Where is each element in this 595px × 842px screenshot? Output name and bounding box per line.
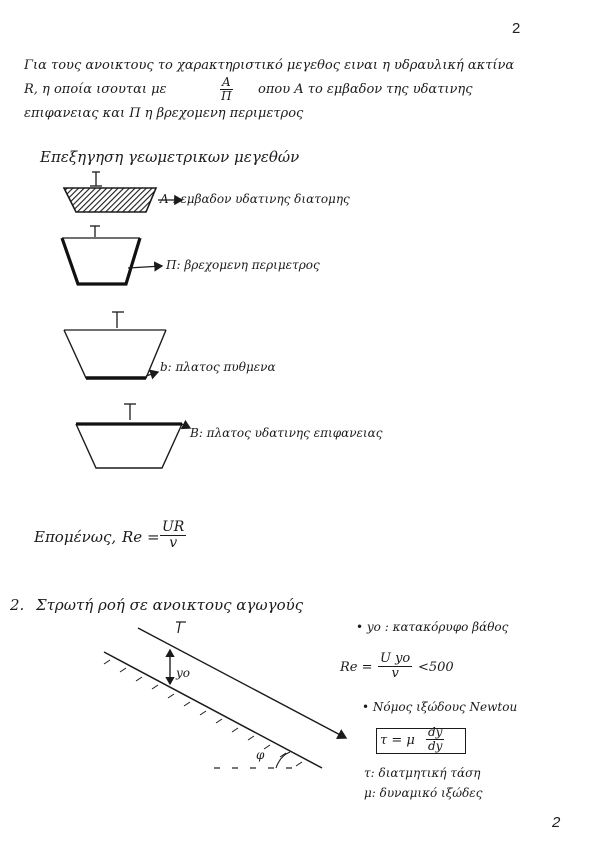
re-open-lhs: Re =	[340, 660, 373, 675]
label-bottom-width: b: πλατος πυθμενα	[160, 360, 276, 374]
intro-line-1: Για τους ανοικτους το χαρaκτηριστικό μεγεθος ειναι η υδραυλική ακτίνα	[24, 58, 515, 73]
intro-fraction-den: Π	[221, 89, 232, 103]
figure-angle-label: φ	[256, 748, 265, 762]
intro-line-3: επιφανειας και Π η βρεχομενη περιμετρος	[24, 106, 304, 121]
tau-definition: τ: διατμητική τάση	[364, 766, 481, 780]
open-channel-flow-sketch	[104, 622, 346, 768]
trapezoid-perimeter-sketch	[62, 226, 162, 284]
tau-num: dy	[428, 725, 443, 739]
page-number-top: 2	[512, 20, 521, 37]
trapezoid-surface-sketch	[76, 404, 190, 468]
bullet-depth: • yo : κατακόρυφο βάθος	[356, 620, 509, 634]
trapezoid-area-sketch	[64, 172, 182, 212]
re-open-den: v	[391, 666, 399, 681]
label-surface-width: B: πλατος υδατινης επιφανειας	[190, 426, 383, 440]
intro-line-2b: οπου Α το εμβαδον της υδατινης	[258, 82, 473, 97]
label-area: A : εμβαδον υδατινης διατομης	[160, 192, 350, 206]
page-number-bottom: 2	[552, 814, 561, 831]
reynolds-lhs: Re =	[122, 528, 160, 546]
intro-fraction-num: A	[222, 75, 231, 89]
trapezoid-bottom-sketch	[64, 312, 166, 378]
label-wetted-perimeter: Π: βρεχομενη περιμετρος	[166, 258, 320, 272]
geometry-heading: Επεξηγηση γεωμετρικων μεγεθών	[40, 148, 300, 166]
mu-definition: μ: δυναμικό ιξώδες	[364, 786, 483, 800]
figure-depth-label: yo	[176, 666, 191, 680]
re-open-num: U yo	[380, 651, 411, 666]
reynolds-den: v	[169, 535, 178, 551]
re-open-rhs: <500	[418, 660, 454, 675]
tau-lhs: τ = μ	[380, 733, 415, 748]
tau-den: dy	[428, 739, 443, 753]
reynolds-num: UR	[162, 519, 185, 535]
bullet-newton: • Νόμος ιξώδους Newtou	[362, 700, 518, 714]
section2-number: 2.	[10, 596, 25, 614]
section2-title: Στρωτή ροή σε ανοικτους αγωγούς	[36, 596, 304, 614]
reynolds-prefix: Επομένως,	[34, 528, 117, 546]
intro-line-2a: R, η οποία ισουται με	[24, 82, 167, 97]
